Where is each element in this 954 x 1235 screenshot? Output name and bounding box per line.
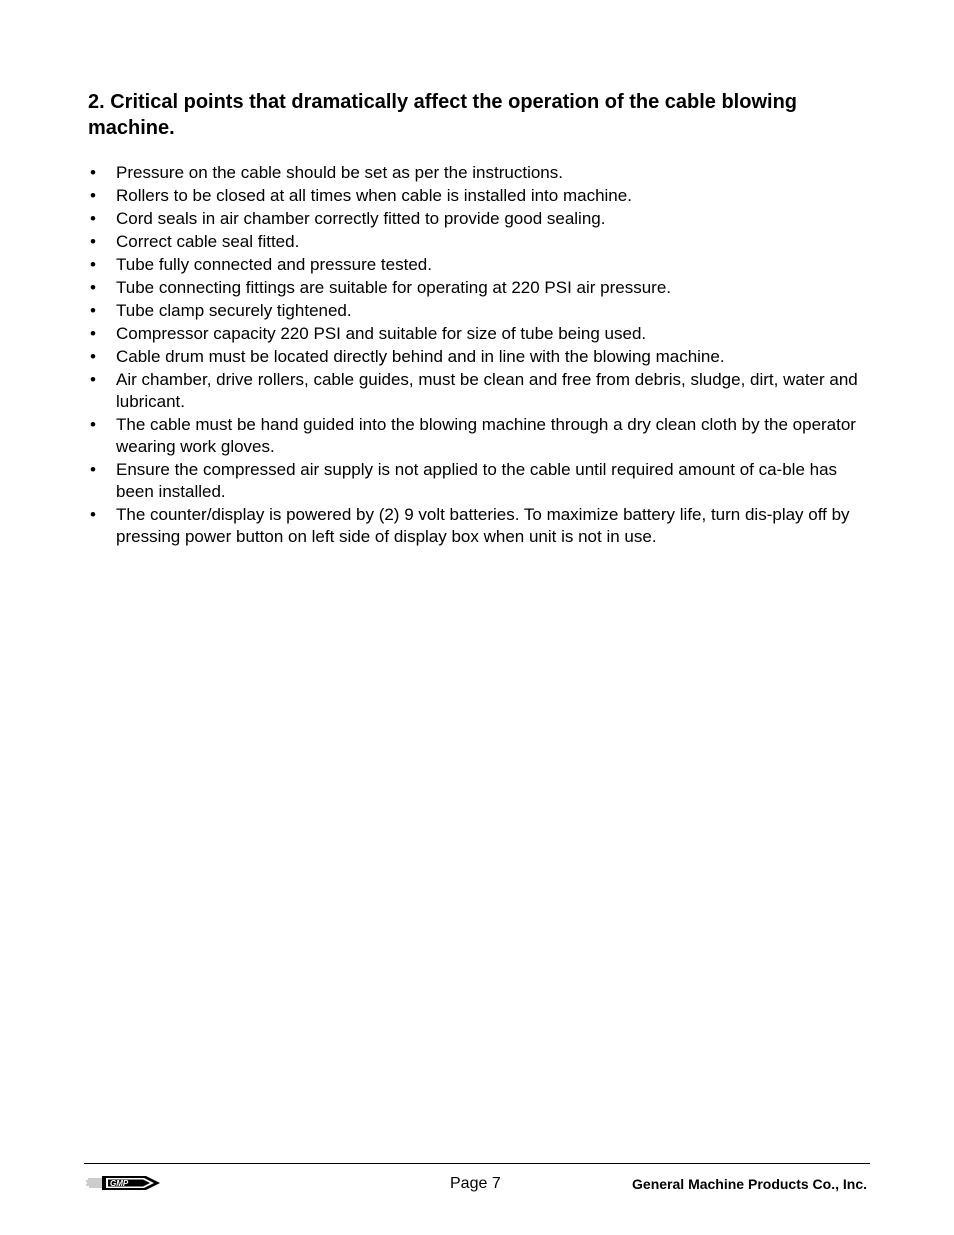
list-item-text: The counter/display is powered by (2) 9 volt batteries. To maximize battery life, turn dis-play off by pressing power button on left side of display box when unit is not in use. bbox=[116, 505, 850, 546]
section-heading: 2. Critical points that dramatically affect the operation of the cable blowing machine. bbox=[88, 91, 798, 139]
list-item bbox=[88, 254, 868, 276]
list-item bbox=[88, 414, 868, 458]
list-item-text: Cable drum must be located directly behind and in line with the blowing machine. bbox=[116, 347, 725, 366]
list-item bbox=[88, 300, 868, 322]
bullet-icon: • bbox=[90, 301, 96, 320]
bullet-icon: • bbox=[90, 370, 96, 389]
footer-divider bbox=[84, 1163, 870, 1164]
logo-text: GMP bbox=[110, 1178, 129, 1188]
bullet-icon: • bbox=[90, 324, 96, 343]
list-item-text: The cable must be hand guided into the blowing machine through a dry clean cloth by the operator wearing work gloves. bbox=[116, 415, 856, 456]
list-item-text: Ensure the compressed air supply is not applied to the cable until required amount of ca-ble has been installed. bbox=[116, 460, 838, 501]
list-item bbox=[88, 277, 868, 299]
bullet-icon: • bbox=[90, 278, 96, 297]
bullet-list bbox=[88, 162, 868, 549]
list-item bbox=[88, 231, 868, 253]
bullet-icon: • bbox=[90, 232, 96, 251]
list-item bbox=[88, 346, 868, 368]
company-name: General Machine Products Co., Inc. bbox=[632, 1176, 867, 1192]
list-item-text: Cord seals in air chamber correctly fitted to provide good sealing. bbox=[116, 209, 606, 228]
list-item-text: Tube clamp securely tightened. bbox=[116, 301, 352, 320]
list-item bbox=[88, 323, 868, 345]
list-item bbox=[88, 369, 868, 413]
list-item-text: Tube connecting fittings are suitable for operating at 220 PSI air pressure. bbox=[116, 278, 672, 297]
list-item-text: Compressor capacity 220 PSI and suitable for size of tube being used. bbox=[116, 324, 647, 343]
bullet-icon: • bbox=[90, 347, 96, 366]
list-item-text: Pressure on the cable should be set as per the instructions. bbox=[116, 163, 563, 182]
list-item-text: Tube fully connected and pressure tested. bbox=[116, 255, 432, 274]
list-item bbox=[88, 162, 868, 184]
gmp-logo-icon bbox=[86, 1172, 162, 1194]
list-item-text: Air chamber, drive rollers, cable guides, must be clean and free from debris, sludge, dirt, water and lubricant. bbox=[116, 370, 858, 411]
list-item-text: Correct cable seal fitted. bbox=[116, 232, 300, 251]
bullet-icon: • bbox=[90, 209, 96, 228]
list-item-text: Rollers to be closed at all times when cable is installed into machine. bbox=[116, 186, 632, 205]
bullet-icon: • bbox=[90, 415, 96, 434]
list-item bbox=[88, 208, 868, 230]
bullet-icon: • bbox=[90, 186, 96, 205]
bullet-icon: • bbox=[90, 255, 96, 274]
bullet-icon: • bbox=[90, 460, 96, 479]
bullet-icon: • bbox=[90, 505, 96, 524]
list-item bbox=[88, 504, 868, 548]
bullet-icon: • bbox=[90, 163, 96, 182]
page-number: Page 7 bbox=[450, 1175, 501, 1192]
list-item bbox=[88, 185, 868, 207]
list-item bbox=[88, 459, 868, 503]
